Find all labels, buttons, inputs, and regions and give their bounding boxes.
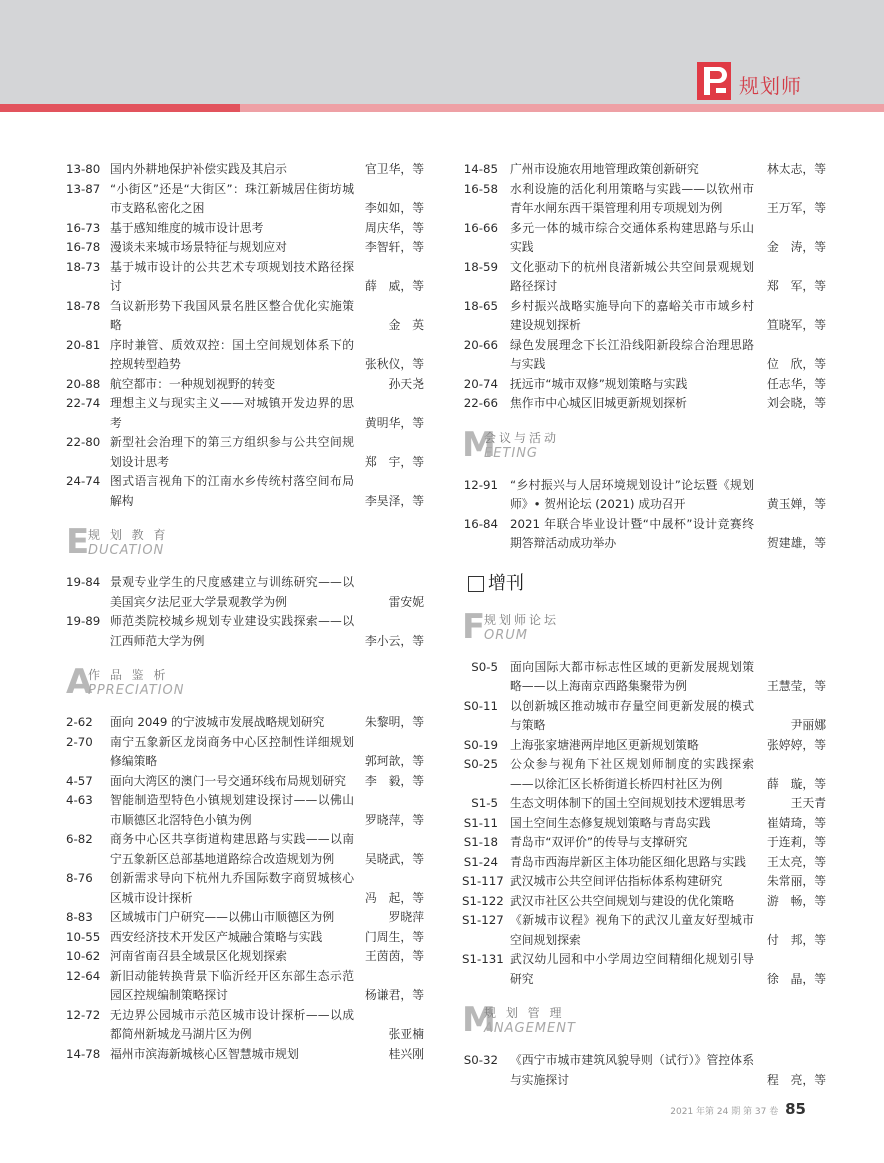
- header-accent-bar: [0, 104, 240, 112]
- section-header-forum: [462, 606, 826, 647]
- toc-page-number: 13-87: [66, 181, 101, 196]
- toc-entry: [66, 830, 424, 869]
- toc-entry: [462, 697, 826, 736]
- section-title-cn: 规 划 管 理: [484, 1006, 565, 1020]
- toc-article-title: 刍议新形势下我国风景名胜区整合优化实施策略: [110, 298, 354, 332]
- toc-page-number: S1-127: [462, 913, 504, 927]
- toc-author: 张亚楠: [388, 1027, 424, 1041]
- toc-article-title: 上海张家塘港两岸地区更新规划策略: [510, 737, 699, 752]
- toc-article-title: 商务中心区共享街道构建思路与实践——以南宁五象新区总部基地道路综合改造规划为例: [110, 832, 354, 866]
- toc-entry: [66, 1006, 424, 1045]
- toc-author: 王太亮，等: [767, 854, 826, 869]
- toc-entry: [462, 950, 826, 989]
- toc-entry: [66, 772, 424, 792]
- toc-article-title: 理想主义与现实主义——对城镇开发边界的思考: [110, 396, 354, 430]
- issue-info: 2021 年第 24 期 第 37 卷: [670, 1107, 779, 1117]
- toc-entry: [66, 472, 424, 511]
- toc-page-number: S1-11: [463, 815, 498, 830]
- toc-article-title: 基于城市设计的公共艺术专项规划技术路径探讨: [110, 259, 354, 293]
- list-forum: [462, 658, 826, 990]
- toc-author: 游 畅，等: [767, 893, 826, 908]
- toc-article-title: 无边界公园城市示范区城市设计探析——以成都简州新城龙马湖片区为例: [110, 1007, 354, 1041]
- toc-article-title: 师范类院校城乡规划专业建设实践探索——以江西师范大学为例: [110, 614, 354, 648]
- toc-entry: [66, 297, 424, 336]
- toc-author: 王茵茵，等: [365, 949, 424, 963]
- toc-page-number: 16-66: [463, 220, 498, 235]
- list-education: [66, 573, 424, 651]
- toc-article-title: 面向大湾区的澳门一号交通环线布局规划研究: [110, 773, 346, 788]
- toc-page-number: S1-117: [462, 874, 504, 888]
- toc-page-number: 18-78: [66, 298, 101, 313]
- toc-page-number: 20-74: [463, 376, 498, 391]
- toc-article-title: 区域城市门户研究——以佛山市顺德区为例: [110, 910, 335, 924]
- section-title-en: ORUM: [484, 627, 528, 643]
- toc-entry: [462, 814, 826, 834]
- toc-author: 于连莉，等: [767, 835, 826, 849]
- toc-author: 崔婧琦，等: [767, 815, 826, 830]
- toc-article-title: 乡村振兴战略实施导向下的嘉峪关市市域乡村建设规划探析: [510, 298, 754, 332]
- section-letter: F: [462, 606, 486, 647]
- toc-author: 郑 宇，等: [365, 454, 424, 469]
- toc-page-number: 10-55: [66, 929, 101, 944]
- toc-page-number: 16-58: [463, 181, 498, 196]
- toc-page-number: 8-76: [66, 871, 93, 885]
- toc-entry: [462, 872, 826, 892]
- toc-article-title: “乡村振兴与人居环境规划设计”论坛暨《规划师》• 贺州论坛 (2021) 成功召开: [510, 477, 754, 511]
- toc-article-title: 新型社会治理下的第三方组织参与公共空间规划设计思考: [110, 435, 354, 469]
- toc-author: 尹丽娜: [790, 718, 826, 732]
- toc-entry: [462, 336, 826, 375]
- toc-page-number: 22-66: [463, 396, 498, 410]
- toc-author: 任志华，等: [767, 376, 826, 391]
- toc-entry: [66, 713, 424, 733]
- toc-page-number: 16-84: [463, 516, 498, 531]
- toc-author: 付 邦，等: [767, 932, 826, 947]
- toc-author: 罗晓萍，等: [365, 812, 424, 827]
- toc-page-number: 8-83: [66, 910, 93, 924]
- toc-author: 金 英: [388, 318, 424, 332]
- toc-article-title: 西安经济技术开发区产城融合策略与实践: [110, 929, 323, 944]
- toc-article-title: 国土空间生态修复规划策略与青岛实践: [510, 815, 711, 830]
- toc-page-number: 22-74: [66, 396, 101, 410]
- toc-author: 张婷婷，等: [767, 737, 826, 752]
- toc-article-title: 生态文明体制下的国土空间规划技术逻辑思考: [510, 796, 746, 810]
- toc-author: 王万军，等: [767, 201, 826, 215]
- list-meeting: [462, 476, 826, 554]
- toc-article-title: 景观专业学生的尺度感建立与训练研究——以美国宾夕法尼亚大学景观教学为例: [110, 575, 354, 609]
- toc-entry: [66, 612, 424, 651]
- toc-article-title: 青岛市西海岸新区主体功能区细化思路与实践: [510, 854, 746, 869]
- toc-page-number: 2-70: [66, 734, 93, 749]
- toc-author: 孙天尧: [388, 376, 424, 391]
- toc-page-number: 12-72: [66, 1007, 101, 1022]
- toc-entry: [462, 892, 826, 912]
- toc-article-title: 绿色发展理念下长江沿线阳新段综合治理思路与实践: [510, 337, 754, 371]
- toc-author: 位 欣，等: [767, 357, 826, 371]
- toc-article-title: “小街区”还是“大街区”：珠江新城居住街坊城市支路私密化之困: [110, 181, 354, 215]
- toc-article-title: 焦作市中心城区旧城更新规划探析: [510, 396, 687, 410]
- toc-entry: [66, 160, 424, 180]
- toc-entry: [462, 911, 826, 950]
- toc-entry: [462, 375, 826, 395]
- toc-article-title: 序时兼管、质效双控：国土空间规划体系下的控规转型趋势: [110, 337, 354, 371]
- toc-article-title: 智能制造型特色小镇规划建设探讨——以佛山市顺德区北滘特色小镇为例: [110, 793, 354, 827]
- supplement-label: 增刊: [488, 572, 524, 594]
- toc-page-number: S1-122: [462, 893, 504, 908]
- toc-article-title: 武汉市社区公共空间规划与建设的优化策略: [510, 893, 735, 908]
- toc-article-title: 国内外耕地保护补偿实践及其启示: [110, 162, 287, 176]
- toc-page-number: 18-59: [463, 259, 498, 274]
- toc-author: 官卫华，等: [365, 162, 424, 176]
- section-title-en: DUCATION: [88, 543, 165, 558]
- toc-author: 郭珂歆，等: [365, 754, 424, 768]
- toc-entry: [462, 1051, 826, 1090]
- toc-author: 黄玉婵，等: [767, 497, 826, 511]
- toc-entry: [462, 394, 826, 414]
- toc-article-title: 以创新城区推动城市存量空间更新发展的模式与策略: [510, 698, 754, 732]
- toc-entry: [66, 1045, 424, 1065]
- toc-author: 雷安妮: [388, 594, 424, 609]
- toc-article-title: 武汉幼儿园和中小学周边空间精细化规划引导研究: [510, 952, 754, 986]
- toc-entry: [462, 658, 826, 697]
- toc-article-title: 公众参与视角下社区规划师制度的实践探索——以徐汇区长桥街道长桥四村社区为例: [510, 757, 754, 791]
- toc-author: 王慧莹，等: [767, 679, 826, 693]
- toc-page-number: 20-88: [66, 376, 101, 391]
- page-number: 85: [785, 1100, 806, 1118]
- toc-author: 黄明华，等: [365, 415, 424, 430]
- section-title-cn: 会议与活动: [484, 430, 560, 445]
- left-column: [66, 160, 424, 1064]
- toc-author: 罗晓萍: [388, 910, 424, 924]
- toc-article-title: 创新需求导向下杭州九乔国际数字商贸城核心区城市设计探析: [110, 871, 354, 905]
- toc-author: 贺建雄，等: [767, 536, 826, 550]
- section-header-management: [462, 1000, 826, 1040]
- section-letter: M: [462, 424, 496, 465]
- toc-author: 桂兴刚: [388, 1046, 424, 1061]
- section-header-education: [66, 522, 424, 562]
- toc-page-number: 14-78: [66, 1046, 101, 1061]
- section-letter: A: [66, 662, 93, 702]
- toc-entry: [66, 967, 424, 1006]
- toc-author: 张秋仪，等: [365, 357, 424, 371]
- toc-entry: [66, 180, 424, 219]
- toc-article-title: 漫谈未来城市场景特征与规划应对: [110, 240, 287, 254]
- toc-entry: [462, 736, 826, 756]
- right-column: [462, 160, 826, 1090]
- section-title-cn: 规 划 教 育: [88, 528, 169, 542]
- toc-article-title: 文化驱动下的杭州良渚新城公共空间景观规划路径探讨: [510, 259, 754, 293]
- toc-author: 金 涛，等: [767, 240, 826, 254]
- toc-entry: [66, 733, 424, 772]
- toc-page-number: S0-5: [471, 659, 498, 674]
- toc-author: 李如如，等: [365, 201, 424, 215]
- toc-page-number: 4-63: [66, 793, 93, 807]
- toc-entry: [66, 238, 424, 258]
- toc-entry: [462, 833, 826, 853]
- section-letter: E: [66, 522, 90, 562]
- toc-author: 杨谦君，等: [365, 988, 424, 1002]
- toc-page-number: 6-82: [66, 832, 93, 846]
- toc-author: 门周生，等: [365, 929, 424, 944]
- toc-page-number: 19-89: [66, 614, 101, 628]
- toc-author: 李昊泽，等: [365, 493, 424, 508]
- toc-article-title: 青岛市“双评价”的传导与支撑研究: [510, 835, 688, 849]
- toc-entry: [66, 375, 424, 395]
- section-title-cn: 规划师论坛: [484, 612, 560, 627]
- toc-author: 吴晓武，等: [365, 851, 424, 866]
- toc-article-title: 《西宁市城市建筑风貌导则（试行）》管控体系与实施探讨: [510, 1053, 754, 1087]
- toc-author: 薛 璇，等: [767, 776, 826, 791]
- toc-page-number: S1-5: [471, 796, 498, 810]
- list-right-top: [462, 160, 826, 414]
- section-letter: M: [462, 1000, 496, 1040]
- toc-page-number: S1-24: [463, 854, 498, 869]
- toc-author: 李 毅，等: [365, 773, 424, 788]
- toc-page-number: S0-19: [463, 737, 498, 752]
- section-header-appreciation: [66, 662, 424, 702]
- toc-author: 王天青: [790, 796, 826, 810]
- toc-page-number: 14-85: [463, 162, 498, 176]
- toc-page-number: 18-65: [463, 298, 498, 313]
- toc-page-number: 16-73: [66, 220, 101, 235]
- toc-page-number: 10-62: [66, 949, 101, 963]
- list-management: [462, 1051, 826, 1090]
- page-footer: [670, 1100, 806, 1118]
- toc-article-title: 新旧动能转换背景下临沂经开区东部生态示范园区控规编制策略探讨: [110, 968, 354, 1002]
- toc-entry: [66, 908, 424, 928]
- toc-page-number: 22-80: [66, 435, 101, 449]
- toc-page-number: 13-80: [66, 162, 101, 176]
- toc-article-title: 《新城市议程》视角下的武汉儿童友好型城市空间规划探索: [510, 913, 754, 947]
- toc-page-number: 12-91: [463, 477, 498, 492]
- toc-page-number: S1-131: [462, 952, 504, 966]
- toc-page-number: S0-11: [463, 698, 498, 713]
- toc-article-title: 广州市设施农用地管理政策创新研究: [510, 162, 699, 176]
- toc-page-number: S1-18: [463, 835, 498, 849]
- toc-article-title: 航空都市：一种规划视野的转变: [110, 376, 276, 391]
- toc-entry: [462, 258, 826, 297]
- toc-author: 郑 军，等: [767, 279, 826, 293]
- toc-article-title: 南宁五象新区龙岗商务中心区控制性详细规划修编策略: [110, 734, 354, 768]
- toc-author: 李智轩，等: [365, 240, 424, 254]
- toc-page-number: 24-74: [66, 474, 101, 488]
- list-appreciation: [66, 713, 424, 1064]
- toc-page-number: 16-78: [66, 240, 101, 254]
- toc-entry: [66, 219, 424, 239]
- toc-entry: [462, 219, 826, 258]
- toc-author: 朱黎明，等: [365, 715, 424, 729]
- toc-entry: [462, 476, 826, 515]
- toc-article-title: 2021 年联合毕业设计暨“中晟杯”设计竞赛终期答辩活动成功举办: [510, 516, 754, 550]
- toc-entry: [66, 928, 424, 948]
- toc-page-number: 12-64: [66, 968, 101, 983]
- toc-author: 冯 起，等: [365, 890, 424, 905]
- toc-author: 笪晓军，等: [767, 318, 826, 332]
- toc-entry: [462, 297, 826, 336]
- toc-author: 薛 威，等: [365, 279, 424, 293]
- magazine-logo-icon: [697, 62, 731, 100]
- toc-author: 林太志，等: [767, 162, 826, 176]
- toc-article-title: 武汉城市公共空间评估指标体系构建研究: [510, 874, 723, 888]
- toc-article-title: 抚远市“城市双修”规划策略与实践: [510, 376, 688, 391]
- toc-page-number: 20-81: [66, 337, 101, 352]
- toc-page-number: 4-57: [66, 773, 93, 788]
- toc-entry: [462, 794, 826, 814]
- toc-entry: [462, 515, 826, 554]
- toc-entry: [66, 433, 424, 472]
- toc-entry: [66, 791, 424, 830]
- toc-entry: [462, 160, 826, 180]
- list-left-top: [66, 160, 424, 511]
- toc-author: 刘会晓，等: [767, 396, 826, 410]
- toc-author: 李小云，等: [365, 633, 424, 648]
- toc-author: 周庆华，等: [365, 220, 424, 235]
- toc-article-title: 多元一体的城市综合交通体系构建思路与乐山实践: [510, 220, 754, 254]
- magazine-brand: 规划师: [739, 74, 802, 98]
- toc-entry: [462, 755, 826, 794]
- toc-entry: [66, 947, 424, 967]
- header-stripe: [240, 104, 884, 112]
- toc-article-title: 面向 2049 的宁波城市发展战略规划研究: [110, 715, 325, 729]
- toc-page-number: 19-84: [66, 575, 101, 589]
- section-title-en: PPRECIATION: [88, 683, 185, 698]
- toc-author: 朱常丽，等: [767, 874, 826, 888]
- toc-entry: [66, 573, 424, 612]
- section-header-meeting: [462, 424, 826, 465]
- toc-page-number: 18-73: [66, 259, 101, 274]
- toc-entry: [66, 869, 424, 908]
- toc-article-title: 河南省南召县全域景区化规划探索: [110, 949, 287, 963]
- section-title-cn: 作 品 鉴 析: [88, 668, 169, 682]
- toc-article-title: 水利设施的活化利用策略与实践——以钦州市青年水闸东西干渠管理利用专项规划为例: [510, 181, 754, 215]
- toc-page-number: S0-25: [463, 757, 498, 771]
- section-title-en: EETING: [484, 445, 539, 461]
- section-title-en: ANAGEMENT: [484, 1021, 576, 1036]
- toc-entry: [66, 394, 424, 433]
- toc-page-number: S0-32: [463, 1053, 498, 1067]
- supplement-box-icon: [468, 576, 484, 592]
- toc-page-number: 2-62: [66, 715, 93, 729]
- toc-entry: [66, 258, 424, 297]
- toc-page-number: 20-66: [463, 337, 498, 352]
- toc-author: 徐 晶，等: [767, 971, 826, 986]
- toc-author: 程 亮，等: [767, 1072, 826, 1087]
- toc-entry: [462, 853, 826, 873]
- toc-entry: [462, 180, 826, 219]
- toc-entry: [66, 336, 424, 375]
- toc-article-title: 面向国际大都市标志性区域的更新发展规划策略——以上海南京西路集聚带为例: [510, 659, 754, 693]
- supplement-heading: [462, 572, 826, 596]
- toc-article-title: 基于感知维度的城市设计思考: [110, 220, 264, 235]
- toc-article-title: 图式语言视角下的江南水乡传统村落空间布局解构: [110, 474, 354, 508]
- toc-article-title: 福州市滨海新城核心区智慧城市规划: [110, 1046, 299, 1061]
